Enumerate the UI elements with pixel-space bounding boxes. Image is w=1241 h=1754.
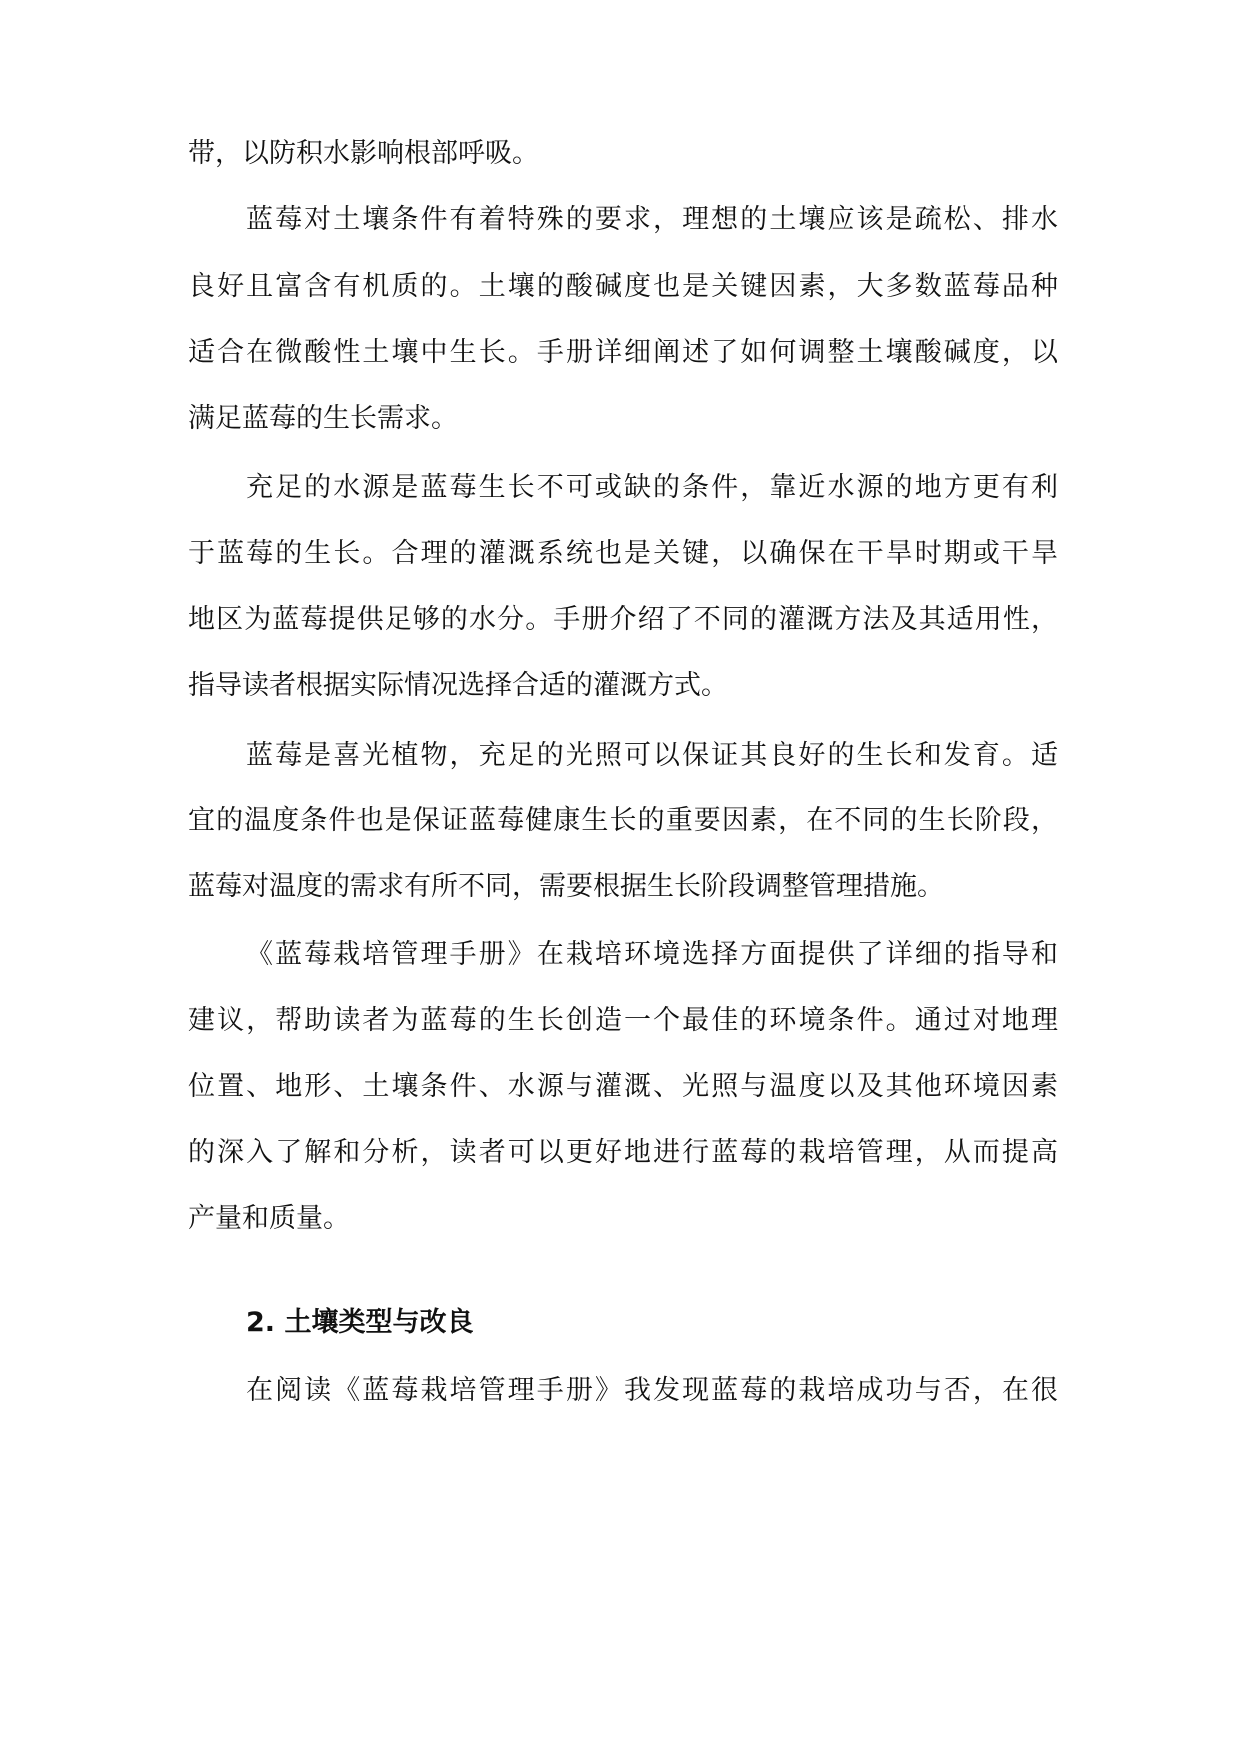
- section-heading: 2. 土壤类型与改良: [246, 1307, 474, 1338]
- paragraph-line: 于蓝莓的生长。合理的灌溉系统也是关键，以确保在干旱时期或干旱: [188, 538, 1058, 569]
- paragraph-line: 适合在微酸性土壤中生长。手册详细阐述了如何调整土壤酸碱度，以: [188, 337, 1058, 368]
- paragraph-line: 良好且富含有机质的。土壤的酸碱度也是关键因素，大多数蓝莓品种: [188, 271, 1058, 302]
- paragraph-line: 地区为蓝莓提供足够的水分。手册介绍了不同的灌溉方法及其适用性，: [188, 604, 1058, 635]
- paragraph-line: 的深入了解和分析，读者可以更好地进行蓝莓的栽培管理，从而提高: [188, 1137, 1058, 1168]
- paragraph-line: 蓝莓对温度的需求有所不同，需要根据生长阶段调整管理措施。: [188, 871, 944, 902]
- paragraph-line: 在阅读《蓝莓栽培管理手册》我发现蓝莓的栽培成功与否，在很: [246, 1375, 1058, 1406]
- paragraph-line: 宜的温度条件也是保证蓝莓健康生长的重要因素，在不同的生长阶段，: [188, 805, 1058, 836]
- paragraph-line: 蓝莓对土壤条件有着特殊的要求，理想的土壤应该是疏松、排水: [246, 204, 1058, 235]
- paragraph-line: 产量和质量。: [188, 1203, 350, 1234]
- paragraph-line: 建议，帮助读者为蓝莓的生长创造一个最佳的环境条件。通过对地理: [188, 1005, 1058, 1036]
- paragraph-line: 位置、地形、土壤条件、水源与灌溉、光照与温度以及其他环境因素: [188, 1071, 1058, 1102]
- paragraph-line: 充足的水源是蓝莓生长不可或缺的条件，靠近水源的地方更有利: [246, 472, 1058, 503]
- paragraph-line: 《蓝莓栽培管理手册》在栽培环境选择方面提供了详细的指导和: [246, 939, 1058, 970]
- paragraph-line: 指导读者根据实际情况选择合适的灌溉方式。: [188, 670, 728, 701]
- paragraph-line: 满足蓝莓的生长需求。: [188, 403, 458, 434]
- paragraph-line: 带，以防积水影响根部呼吸。: [188, 138, 539, 169]
- paragraph-line: 蓝莓是喜光植物，充足的光照可以保证其良好的生长和发育。适: [246, 740, 1058, 771]
